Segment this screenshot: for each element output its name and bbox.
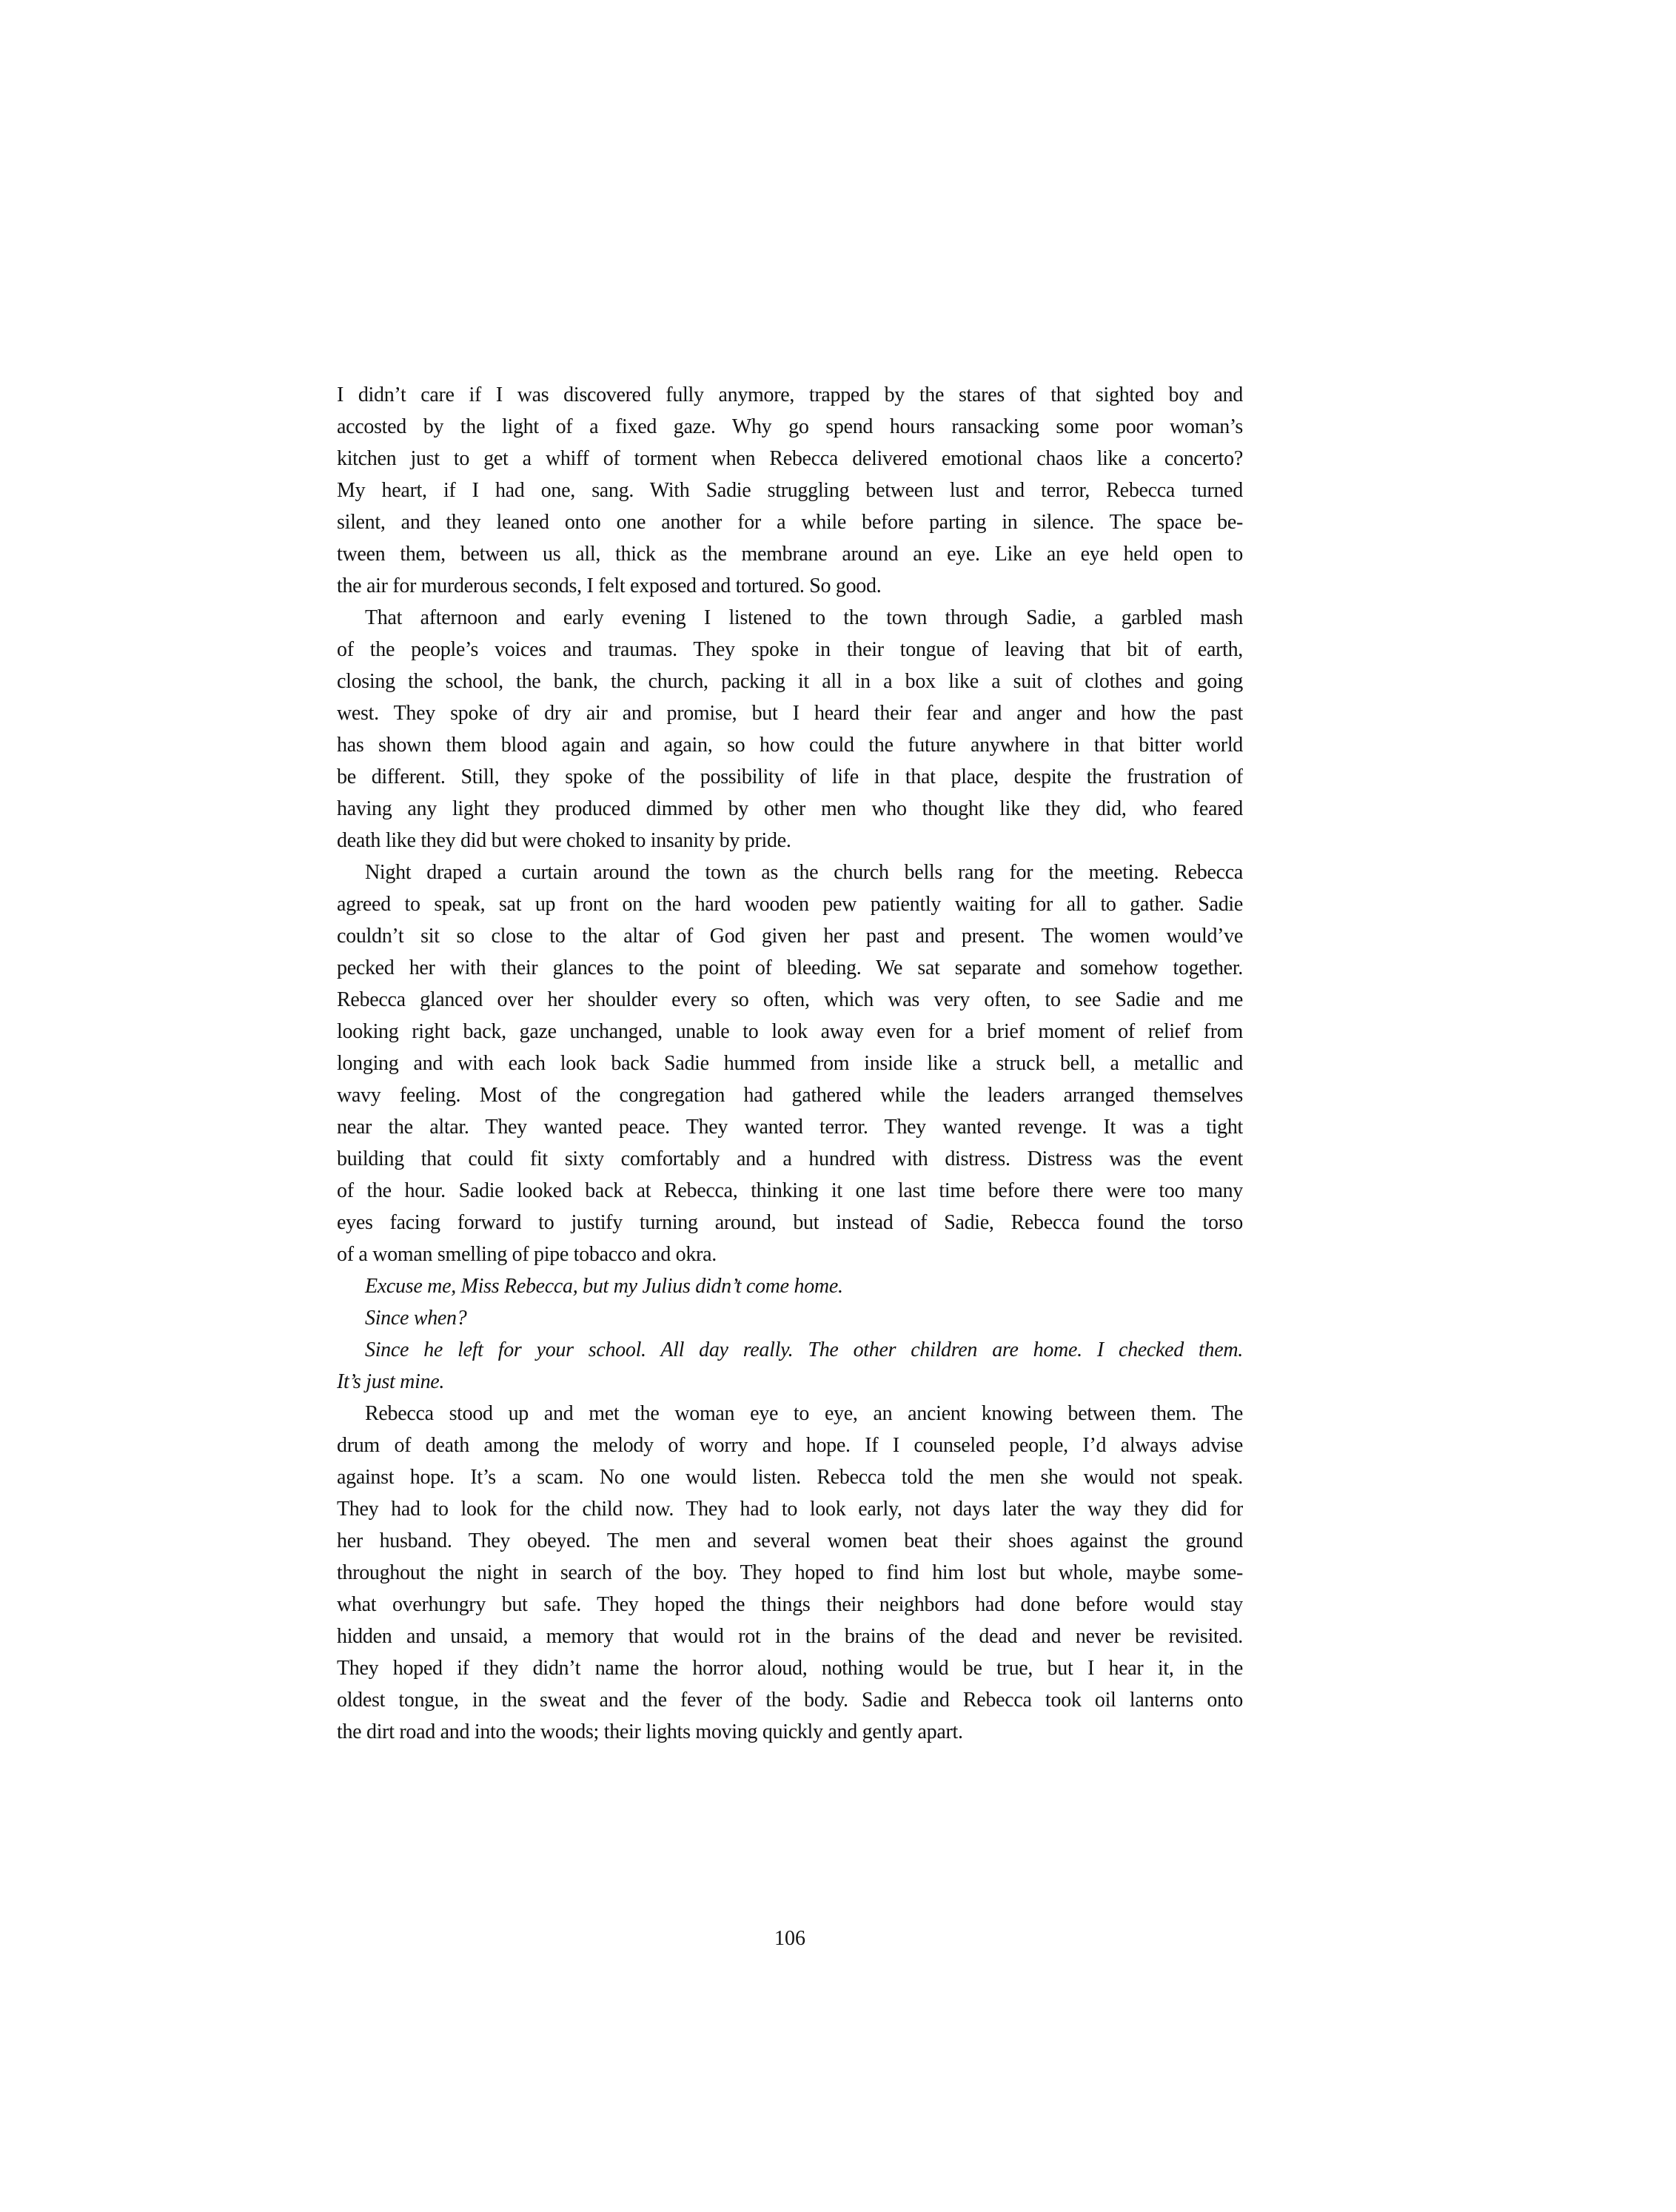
text-line: accosted by the light of a fixed gaze. Why go spend hours ransacking some poor woman’s bbox=[337, 415, 1243, 438]
paragraph bbox=[337, 1398, 1243, 1748]
dialogue-paragraph bbox=[337, 1302, 1243, 1334]
text-line: It’s just mine. bbox=[337, 1370, 445, 1393]
text-line: pecked her with their glances to the point of bleeding. We sat separate and somehow together. bbox=[337, 956, 1243, 979]
text-line: oldest tongue, in the sweat and the fever of the body. Sadie and Rebecca took oil lanterns onto bbox=[337, 1689, 1243, 1712]
text-line: be different. Still, they spoke of the possibility of life in that place, despite the frustration of bbox=[337, 765, 1243, 788]
text-line: They had to look for the child now. They had to look early, not days later the way they did for bbox=[337, 1498, 1243, 1521]
paragraph bbox=[337, 602, 1243, 857]
dialogue-paragraph bbox=[337, 1270, 1243, 1302]
text-line: throughout the night in search of the boy. They hoped to find him lost but whole, maybe some- bbox=[337, 1561, 1243, 1584]
text-line: of the hour. Sadie looked back at Rebecca, thinking it one last time before there were too many bbox=[337, 1179, 1243, 1202]
text-line: of the people’s voices and traumas. They spoke in their tongue of leaving that bit of earth, bbox=[337, 638, 1243, 661]
text-line: Rebecca glanced over her shoulder every so often, which was very often, to see Sadie and me bbox=[337, 988, 1243, 1011]
text-line: the air for murderous seconds, I felt exposed and tortured. So good. bbox=[337, 574, 882, 597]
body-text bbox=[337, 379, 1243, 1748]
text-line: agreed to speak, sat up front on the hard wooden pew patiently waiting for all to gather. Sadie bbox=[337, 893, 1243, 916]
text-line: Since he left for your school. All day really. The other children are home. I checked them. bbox=[365, 1338, 1243, 1361]
text-line: eyes facing forward to justify turning around, but instead of Sadie, Rebecca found the torso bbox=[337, 1211, 1243, 1234]
text-line: hidden and unsaid, a memory that would rot in the brains of the dead and never be revisited. bbox=[337, 1625, 1243, 1648]
text-line: Night draped a curtain around the town as the church bells rang for the meeting. Rebecca bbox=[365, 861, 1243, 884]
text-line: the dirt road and into the woods; their lights moving quickly and gently apart. bbox=[337, 1720, 963, 1743]
dialogue-paragraph bbox=[337, 1334, 1243, 1398]
paragraph bbox=[337, 379, 1243, 602]
text-line: against hope. It’s a scam. No one would listen. Rebecca told the men she would not speak. bbox=[337, 1466, 1243, 1489]
text-line: closing the school, the bank, the church, packing it all in a box like a suit of clothes and going bbox=[337, 670, 1243, 693]
text-line: has shown them blood again and again, so how could the future anywhere in that bitter world bbox=[337, 734, 1243, 757]
text-line: of a woman smelling of pipe tobacco and okra. bbox=[337, 1243, 717, 1266]
text-line: silent, and they leaned onto one another for a while before parting in silence. The space be- bbox=[337, 511, 1243, 534]
text-line: Since when? bbox=[365, 1307, 467, 1330]
text-line: her husband. They obeyed. The men and several women beat their shoes against the ground bbox=[337, 1529, 1243, 1552]
text-line: couldn’t sit so close to the altar of God given her past and present. The women would’ve bbox=[337, 925, 1243, 948]
text-line: longing and with each look back Sadie hummed from inside like a struck bell, a metallic and bbox=[337, 1052, 1243, 1075]
text-line: They hoped if they didn’t name the horror aloud, nothing would be true, but I hear it, in the bbox=[337, 1657, 1243, 1680]
text-line: west. They spoke of dry air and promise, but I heard their fear and anger and how the past bbox=[337, 702, 1243, 725]
text-line: wavy feeling. Most of the congregation had gathered while the leaders arranged themselves bbox=[337, 1084, 1243, 1107]
text-line: Rebecca stood up and met the woman eye to eye, an ancient knowing between them. The bbox=[365, 1402, 1243, 1425]
text-line: My heart, if I had one, sang. With Sadie struggling between lust and terror, Rebecca turned bbox=[337, 479, 1243, 502]
text-line: kitchen just to get a whiff of torment when Rebecca delivered emotional chaos like a concerto? bbox=[337, 447, 1243, 470]
text-line: what overhungry but safe. They hoped the things their neighbors had done before would stay bbox=[337, 1593, 1243, 1616]
text-line: looking right back, gaze unchanged, unable to look away even for a brief moment of relief from bbox=[337, 1020, 1243, 1043]
text-line: Excuse me, Miss Rebecca, but my Julius didn’t come home. bbox=[365, 1275, 843, 1298]
page-number: 106 bbox=[774, 1927, 805, 1950]
paragraph bbox=[337, 857, 1243, 1270]
text-line: having any light they produced dimmed by other men who thought like they did, who feared bbox=[337, 797, 1243, 820]
text-line: drum of death among the melody of worry and hope. If I counseled people, I’d always advise bbox=[337, 1434, 1243, 1457]
text-line: building that could fit sixty comfortably and a hundred with distress. Distress was the event bbox=[337, 1147, 1243, 1170]
text-line: near the altar. They wanted peace. They wanted terror. They wanted revenge. It was a tight bbox=[337, 1116, 1243, 1139]
text-line: death like they did but were choked to insanity by pride. bbox=[337, 829, 791, 852]
text-line: I didn’t care if I was discovered fully anymore, trapped by the stares of that sighted boy and bbox=[337, 383, 1243, 406]
text-line: tween them, between us all, thick as the membrane around an eye. Like an eye held open to bbox=[337, 543, 1243, 566]
text-line: That afternoon and early evening I listened to the town through Sadie, a garbled mash bbox=[365, 606, 1243, 629]
